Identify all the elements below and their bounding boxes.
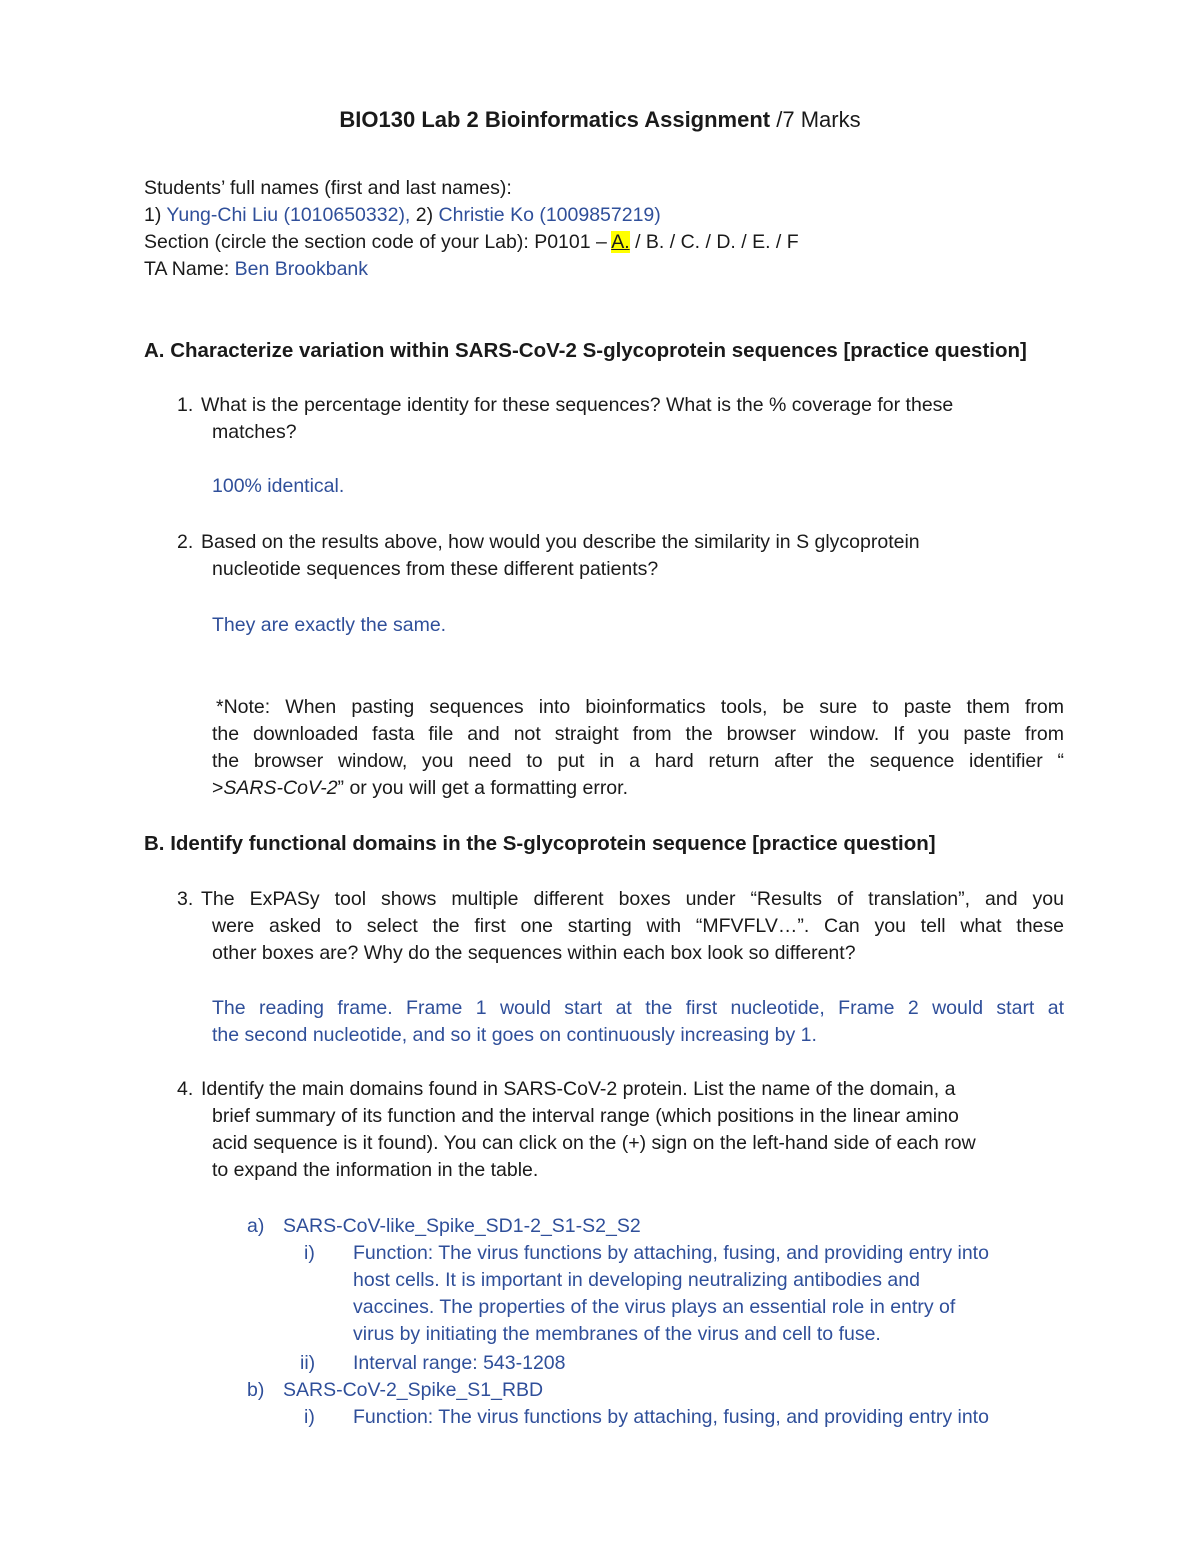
students-line: [144, 202, 661, 229]
q2-line-2: nucleotide sequences from these different patients?: [212, 558, 659, 580]
note-rest: ” or you will get a formatting error.: [337, 777, 628, 799]
q2-number: 2.: [177, 531, 194, 553]
q3-answer-line-2: the second nucleotide, and so it goes on continuously increasing by 1.: [212, 1024, 817, 1046]
student-1-number: 1): [144, 204, 162, 226]
q1-number: 1.: [177, 394, 194, 416]
section-options: / B. / C. / D. / E. / F: [635, 231, 799, 253]
domain-b-marker: b): [247, 1379, 265, 1401]
q4-line-2: brief summary of its function and the interval range (which positions in the linear amino: [212, 1105, 959, 1127]
domain-a-function-line-2: host cells. It is important in developing neutralizing antibodies and: [353, 1269, 920, 1291]
domain-b-name: SARS-CoV-2_Spike_S1_RBD: [283, 1379, 544, 1401]
domain-a-name: SARS-CoV-like_Spike_SD1-2_S1-S2_S2: [283, 1215, 641, 1237]
q3-number: 3.: [177, 888, 194, 910]
domain-a-marker: a): [247, 1215, 265, 1237]
note-line-3: the browser window, you need to put in a hard return after the sequence identifier “: [212, 750, 1064, 772]
q3-answer-line-1: The reading frame. Frame 1 would start at the first nucleotide, Frame 2 would start at: [212, 997, 1064, 1019]
document-title: [0, 106, 1200, 134]
q2-answer: They are exactly the same.: [212, 614, 447, 636]
domain-b-function-line-1: Function: The virus functions by attaching, fusing, and providing entry into: [353, 1406, 989, 1428]
q1-line-2: matches?: [212, 421, 297, 443]
section-a-heading: A. Characterize variation within SARS-CoV-2 S-glycoprotein sequences [practice question]: [144, 339, 1027, 362]
student-2-number: 2): [415, 204, 434, 226]
q3-line-1: The ExPASy tool shows multiple different boxes under “Results of translation”, and you: [201, 888, 1064, 910]
q2-line-1: Based on the results above, how would you describe the similarity in S glycoprotein: [201, 531, 920, 553]
q1-line-1: What is the percentage identity for these sequences? What is the % coverage for these: [201, 394, 954, 416]
title-bold: BIO130 Lab 2 Bioinformatics Assignment: [339, 107, 771, 132]
q4-number: 4.: [177, 1078, 194, 1100]
q4-line-1: Identify the main domains found in SARS-CoV-2 protein. List the name of the domain, a: [201, 1078, 956, 1100]
q3-line-3: other boxes are? Why do the sequences within each box look so different?: [212, 942, 856, 964]
domain-a-range: Interval range: 543-1208: [353, 1352, 566, 1374]
ta-label: TA Name:: [144, 258, 230, 280]
domain-b-function-marker: i): [304, 1406, 315, 1428]
students-label: Students’ full names (first and last names):: [144, 177, 512, 199]
note-line-4: [212, 775, 628, 802]
domain-a-function-line-3: vaccines. The properties of the virus plays an essential role in entry of: [353, 1296, 956, 1318]
section-b-heading: B. Identify functional domains in the S-glycoprotein sequence [practice question]: [144, 832, 936, 855]
note-line-1: *Note: When pasting sequences into bioinformatics tools, be sure to paste them from: [216, 696, 1064, 718]
ta-line: [144, 256, 368, 283]
domain-a-function-line-4: virus by initiating the membranes of the virus and cell to fuse.: [353, 1323, 881, 1345]
student-1-name: Yung-Chi Liu (1010650332),: [166, 204, 411, 226]
section-prefix: Section (circle the section code of your Lab): P0101 –: [144, 231, 607, 253]
q4-line-3: acid sequence is it found). You can click on the (+) sign on the left-hand side of each row: [212, 1132, 976, 1154]
domain-a-range-marker: ii): [300, 1352, 316, 1374]
section-selected: A.: [611, 231, 630, 253]
q3-line-2: were asked to select the first one starting with “MFVFLV…”. Can you tell what these: [212, 915, 1064, 937]
q1-answer: 100% identical.: [212, 475, 345, 497]
ta-name: Ben Brookbank: [234, 258, 369, 280]
section-line: [144, 229, 799, 256]
title-marks: /7 Marks: [770, 107, 861, 132]
note-gt: >: [212, 777, 224, 799]
q4-line-4: to expand the information in the table.: [212, 1159, 539, 1181]
domain-a-function-line-1: Function: The virus functions by attaching, fusing, and providing entry into: [353, 1242, 989, 1264]
note-identifier: SARS-CoV-2: [223, 777, 338, 799]
student-2-name: Christie Ko (1009857219): [438, 204, 661, 226]
domain-a-function-marker: i): [304, 1242, 315, 1264]
note-line-2: the downloaded fasta file and not straight from the browser window. If you paste from: [212, 723, 1064, 745]
